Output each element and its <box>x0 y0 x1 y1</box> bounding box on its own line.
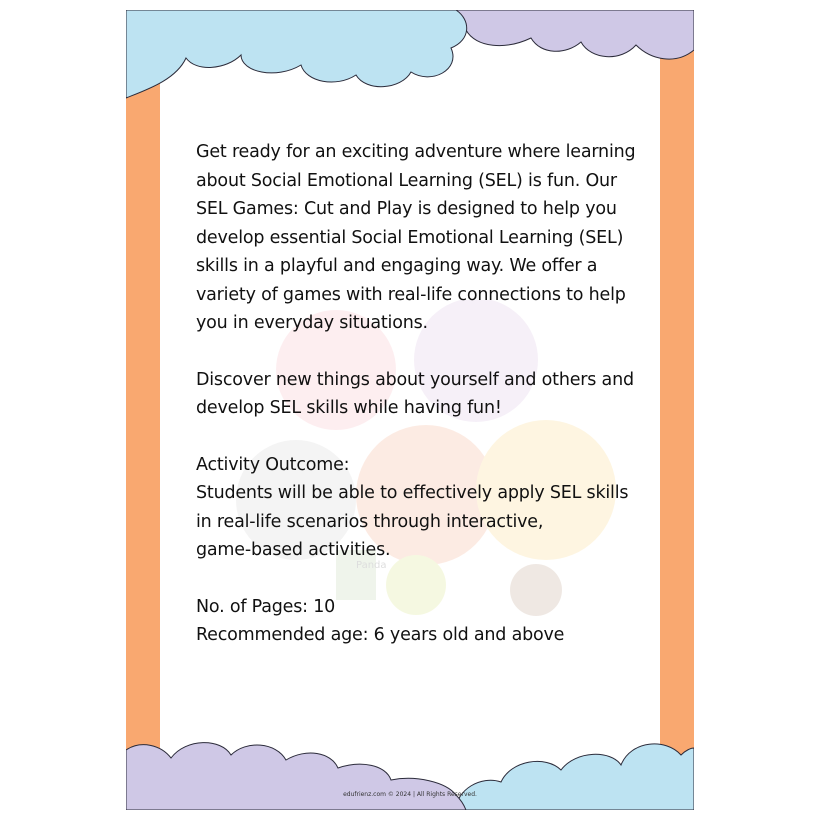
watermark-label: Panda <box>356 560 387 571</box>
intro-line: develop essential Social Emotional Learning (SEL) <box>196 227 624 248</box>
top-clouds <box>126 10 694 120</box>
discover-line: Discover new things about yourself and others and <box>196 369 634 390</box>
details <box>196 593 646 650</box>
copyright-footer: edufrienz.com © 2024 | All Rights Reserved. <box>343 791 477 798</box>
top-cloud-blue <box>126 10 467 98</box>
right-orange-border <box>660 10 694 810</box>
intro-line: Get ready for an exciting adventure where learning <box>196 142 636 162</box>
description-text <box>196 138 646 678</box>
discover-line: develop SEL skills while having fun! <box>196 398 502 418</box>
discover-paragraph <box>196 366 646 423</box>
page-count: No. of Pages: 10 <box>196 596 336 617</box>
outcome-line: Students will be able to effectively apply SEL skills <box>196 483 629 503</box>
outcome-line: in real-life scenarios through interactive, <box>196 511 544 532</box>
outcome-heading: Activity Outcome: <box>196 454 350 475</box>
intro-line: variety of games with real-life connections to help <box>196 284 626 305</box>
bottom-cloud-purple <box>126 743 466 810</box>
left-orange-border <box>126 10 160 810</box>
bottom-cloud-blue <box>456 744 694 810</box>
intro-paragraph <box>196 138 646 338</box>
intro-line: skills in a playful and engaging way. We offer a <box>196 256 598 276</box>
outcome-line: game-based activities. <box>196 540 391 560</box>
intro-line: you in everyday situations. <box>196 313 428 333</box>
worksheet-page <box>126 10 694 810</box>
recommended-age: Recommended age: 6 years old and above <box>196 625 565 645</box>
activity-outcome <box>196 451 646 565</box>
intro-line: SEL Games: Cut and Play is designed to help you <box>196 199 617 219</box>
intro-line: about Social Emotional Learning (SEL) is fun. Our <box>196 170 617 191</box>
